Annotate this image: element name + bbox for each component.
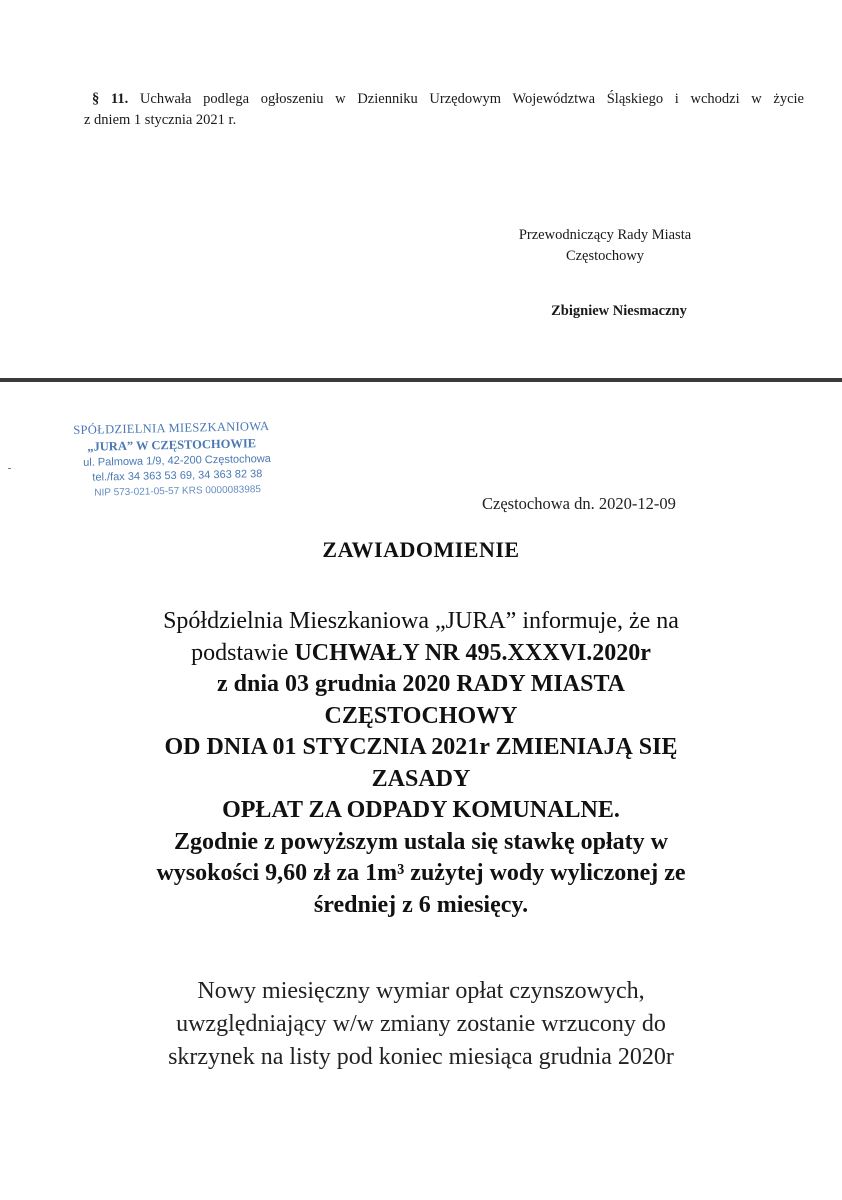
notice-line-5: OD DNIA 01 STYCZNIA 2021r ZMIENIAJĄ SIĘ bbox=[164, 734, 678, 760]
stamp-line-1: SPÓŁDZIELNIA MIESZKANIOWA bbox=[73, 418, 270, 438]
notice-line-8: Zgodnie z powyższym ustala się stawkę opłaty w bbox=[173, 828, 668, 855]
paragraph-11-text: Uchwała podlega ogłoszeniu w Dzienniku Urzędowym Województwa Śląskiego i wchodzi w życie bbox=[139, 91, 804, 107]
notice-footer bbox=[50, 975, 792, 1074]
signature-block bbox=[480, 225, 730, 322]
notice-line-2-bold: UCHWAŁY NR 495.XXXVI.2020r bbox=[294, 639, 651, 666]
paragraph-11 bbox=[84, 89, 804, 131]
notice-line-2 bbox=[50, 638, 792, 670]
paragraph-11-line-1 bbox=[84, 89, 804, 110]
footer-line-1: Nowy miesięczny wymiar opłat czynszowych, bbox=[197, 978, 645, 1004]
notice-line-2-normal: podstawie bbox=[191, 639, 289, 666]
stamp-phone: tel./fax 34 363 53 69, 34 363 82 38 bbox=[92, 468, 263, 484]
notice-line-10: średniej z 6 miesięcy. bbox=[313, 891, 529, 918]
paragraph-11-line-2: z dniem 1 stycznia 2021 r. bbox=[84, 112, 237, 128]
paragraph-11-number: § 11. bbox=[92, 91, 129, 107]
notice-body bbox=[50, 606, 792, 921]
notice-date: Częstochowa dn. 2020-12-09 bbox=[482, 494, 676, 513]
scan-mark bbox=[8, 468, 11, 469]
notice-line-9: wysokości 9,60 zł za 1m³ zużytej wody wyliczonej ze bbox=[156, 860, 686, 886]
signature-title: Przewodniczący Rady Miasta bbox=[518, 227, 692, 243]
footer-line-2: uwzględniający w/w zmiany zostanie wrzucony do bbox=[176, 1011, 666, 1037]
cooperative-stamp bbox=[51, 417, 293, 501]
notice-line-7: OPŁAT ZA ODPADY KOMUNALNE. bbox=[222, 797, 620, 823]
stamp-address: ul. Palmowa 1/9, 42-200 Częstochowa bbox=[83, 452, 271, 469]
stamp-line-2: „JURA” W CZĘSTOCHOWIE bbox=[87, 436, 257, 454]
notice-line-4: CZĘSTOCHOWY bbox=[324, 702, 518, 729]
notice-line-3: z dnia 03 grudnia 2020 RADY MIASTA bbox=[216, 671, 626, 697]
notice-heading: ZAWIADOMIENIE bbox=[322, 537, 520, 562]
signature-name: Zbigniew Niesmaczny bbox=[551, 303, 687, 319]
signature-city: Częstochowy bbox=[565, 248, 645, 264]
notice-line-1: Spółdzielnia Mieszkaniowa „JURA” informuje, że na bbox=[163, 608, 679, 634]
notice-line-6: ZASADY bbox=[371, 765, 471, 792]
page-divider bbox=[0, 378, 842, 382]
stamp-registry: NIP 573-021-05-57 KRS 0000083985 bbox=[94, 484, 262, 499]
footer-line-3: skrzynek na listy pod koniec miesiąca grudnia 2020r bbox=[168, 1044, 674, 1070]
